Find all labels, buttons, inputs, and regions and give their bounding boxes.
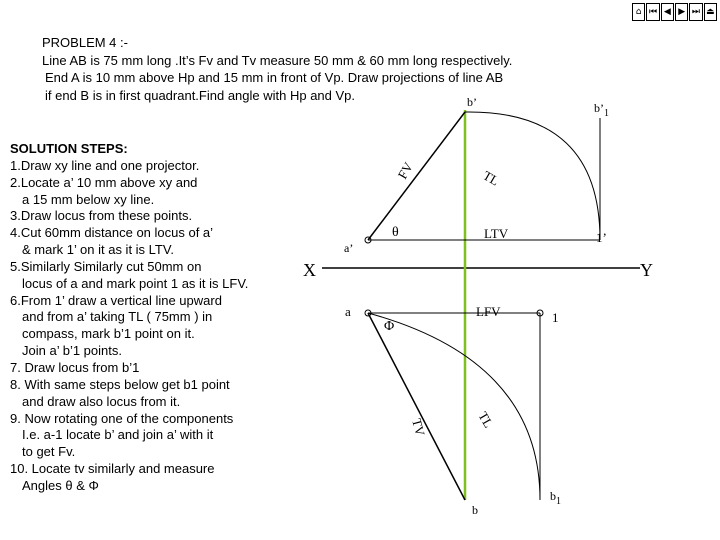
label-theta: θ	[392, 225, 399, 240]
label-a: a	[345, 304, 351, 319]
solution-step-line: 9. Now rotating one of the components	[10, 410, 234, 426]
solution-step-line: 2.Locate a’ 10 mm above xy and	[10, 174, 198, 190]
label-a-dash: a’	[344, 241, 354, 255]
problem-line: if end B is in first quadrant.Find angle with Hp and Vp.	[45, 87, 356, 103]
problem-title: PROBLEM 4 :-	[42, 35, 128, 50]
solution-step-line: compass, mark b’1 point on it.	[22, 326, 195, 342]
label-b: b	[472, 503, 478, 517]
solution-title: SOLUTION STEPS:	[10, 141, 128, 156]
next-slide-button[interactable]: ▶	[675, 3, 688, 21]
solution-step-line: 7. Draw locus from b’1	[10, 359, 140, 375]
solution-step-line: Angles θ & Φ	[22, 477, 99, 493]
solution-step-line: locus of a and mark point 1 as it is LFV.	[22, 275, 249, 291]
solution-step-line: 1.Draw xy line and one projector.	[10, 157, 200, 173]
solution-step-line: 3.Draw locus from these points.	[10, 208, 193, 224]
front-view-line	[368, 112, 465, 240]
solution-step-line: and from a’ taking TL ( 75mm ) in	[22, 309, 213, 325]
solution-step-line: and draw also locus from it.	[22, 393, 181, 409]
label-fv: FV	[394, 159, 416, 182]
first-slide-button[interactable]: ⏮	[646, 3, 659, 21]
label-b1-dash: $b’_1$	[594, 101, 609, 119]
label-1-dash: 1’	[596, 230, 607, 245]
label-tl-top: TL	[480, 167, 502, 189]
label-phi: Φ	[384, 319, 395, 334]
last-slide-button[interactable]: ⏭	[689, 3, 702, 21]
label-tl-bottom: TL	[475, 409, 497, 431]
solution-step-line: Join a’ b’1 points.	[22, 343, 122, 359]
problem-line: End A is 10 mm above Hp and 15 mm in front of Vp. Draw projections of line AB	[45, 70, 504, 85]
label-lfv: LFV	[476, 304, 501, 319]
label-b1: $b_1$	[550, 489, 561, 507]
top-view-line	[368, 313, 465, 500]
solution-step-line: 10. Locate tv similarly and measure	[10, 461, 215, 477]
solution-step-line: a 15 mm below xy line.	[22, 191, 155, 207]
solution-step-line: to get Fv.	[22, 444, 76, 460]
solution-step-line: 5.Similarly Similarly cut 50mm on	[10, 258, 202, 274]
label-ltv: LTV	[484, 226, 509, 241]
label-b-dash: b’	[467, 95, 477, 109]
end-show-button[interactable]: ⏏	[704, 3, 717, 21]
solution-step-line: 6.From 1’ draw a vertical line upward	[10, 292, 222, 308]
solution-step-line: I.e. a-1 locate b’ and join a’ with it	[22, 427, 214, 443]
solution-step-line: 8. With same steps below get b1 point	[10, 376, 230, 392]
true-length-arc-bottom	[368, 313, 540, 500]
label-1: 1	[552, 310, 559, 325]
label-tv: TV	[409, 416, 429, 438]
label-y: Y	[640, 260, 653, 280]
previous-slide-button[interactable]: ◀	[661, 3, 674, 21]
problem-line: Line AB is 75 mm long .It’s Fv and Tv measure 50 mm & 60 mm long respectively.	[42, 52, 513, 68]
solution-step-line: & mark 1’ on it as it is LTV.	[22, 242, 174, 258]
home-button[interactable]: ⌂	[632, 3, 645, 21]
label-x: X	[303, 260, 316, 280]
solution-step-line: 4.Cut 60mm distance on locus of a’	[10, 225, 214, 241]
